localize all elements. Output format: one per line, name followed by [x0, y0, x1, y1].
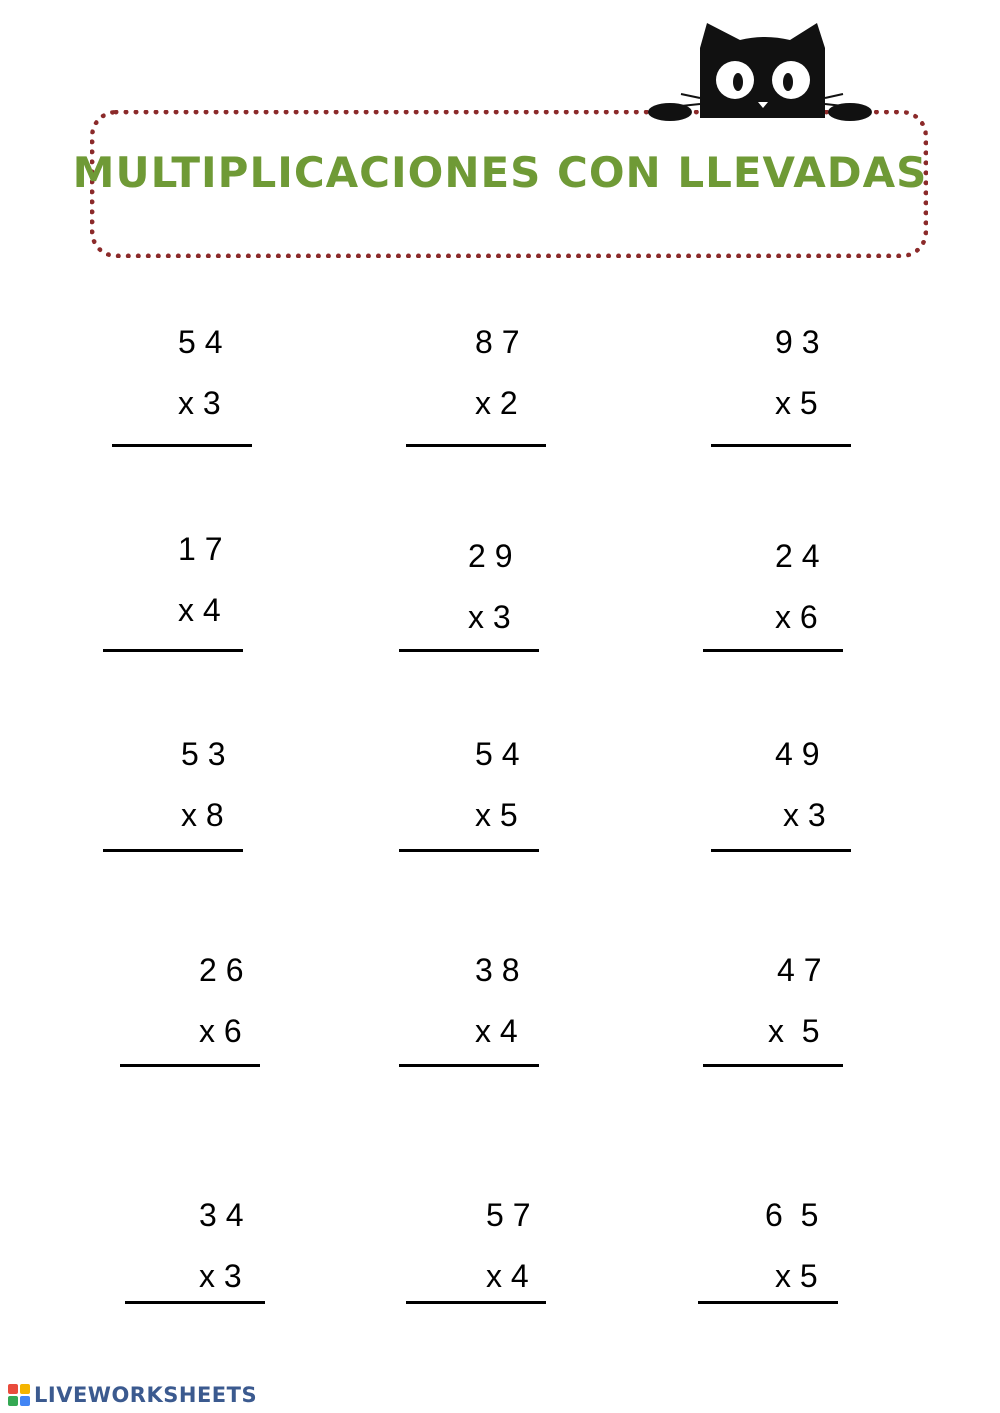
problem-2-top: 8 7	[475, 324, 520, 360]
problem-13-bottom: x 3	[199, 1258, 242, 1294]
problem-14-top: 5 7	[486, 1197, 531, 1233]
problem-8-line	[399, 849, 539, 852]
problem-10-line	[120, 1064, 260, 1067]
problem-12-top: 4 7	[777, 952, 822, 988]
problem-3-top: 9 3	[775, 324, 820, 360]
problem-7-top: 5 3	[181, 736, 226, 772]
problem-12-line	[703, 1064, 843, 1067]
problem-10-top: 2 6	[199, 952, 244, 988]
black-cat-illustration	[645, 18, 875, 124]
problem-5-bottom: x 3	[468, 599, 511, 635]
problem-11-bottom: x 4	[475, 1013, 518, 1049]
problem-9-bottom: x 3	[783, 797, 826, 833]
liveworksheets-logo-icon	[8, 1384, 30, 1406]
problem-7-bottom: x 8	[181, 797, 224, 833]
problem-1-line	[112, 444, 252, 447]
problem-1-top: 5 4	[178, 324, 223, 360]
problem-3-line	[711, 444, 851, 447]
problem-15-line	[698, 1301, 838, 1304]
problem-13-line	[125, 1301, 265, 1304]
problem-9-line	[711, 849, 851, 852]
problem-1-bottom: x 3	[178, 385, 221, 421]
problem-6-line	[703, 649, 843, 652]
problem-2-line	[406, 444, 546, 447]
worksheet-title: MULTIPLICACIONES CON LLEVADAS	[72, 148, 928, 197]
problem-7-line	[103, 849, 243, 852]
problem-6-bottom: x 6	[775, 599, 818, 635]
problem-14-line	[406, 1301, 546, 1304]
problem-2-bottom: x 2	[475, 385, 518, 421]
problem-11-line	[399, 1064, 539, 1067]
problem-15-bottom: x 5	[775, 1258, 818, 1294]
problem-8-bottom: x 5	[475, 797, 518, 833]
problem-10-bottom: x 6	[199, 1013, 242, 1049]
liveworksheets-brand[interactable]	[8, 1382, 257, 1408]
problem-8-top: 5 4	[475, 736, 520, 772]
problem-3-bottom: x 5	[775, 385, 818, 421]
problem-6-top: 2 4	[775, 538, 820, 574]
problem-9-top: 4 9	[775, 736, 820, 772]
problem-13-top: 3 4	[199, 1197, 244, 1233]
problem-4-bottom: x 4	[178, 592, 221, 628]
problem-4-top: 1 7	[178, 531, 223, 567]
problem-11-top: 3 8	[475, 952, 520, 988]
problem-5-line	[399, 649, 539, 652]
problem-5-top: 2 9	[468, 538, 513, 574]
problem-4-line	[103, 649, 243, 652]
brand-name: LIVEWORKSHEETS	[34, 1383, 258, 1407]
problem-15-top: 6 5	[765, 1197, 819, 1233]
problem-12-bottom: x 5	[768, 1013, 820, 1049]
problem-14-bottom: x 4	[486, 1258, 529, 1294]
